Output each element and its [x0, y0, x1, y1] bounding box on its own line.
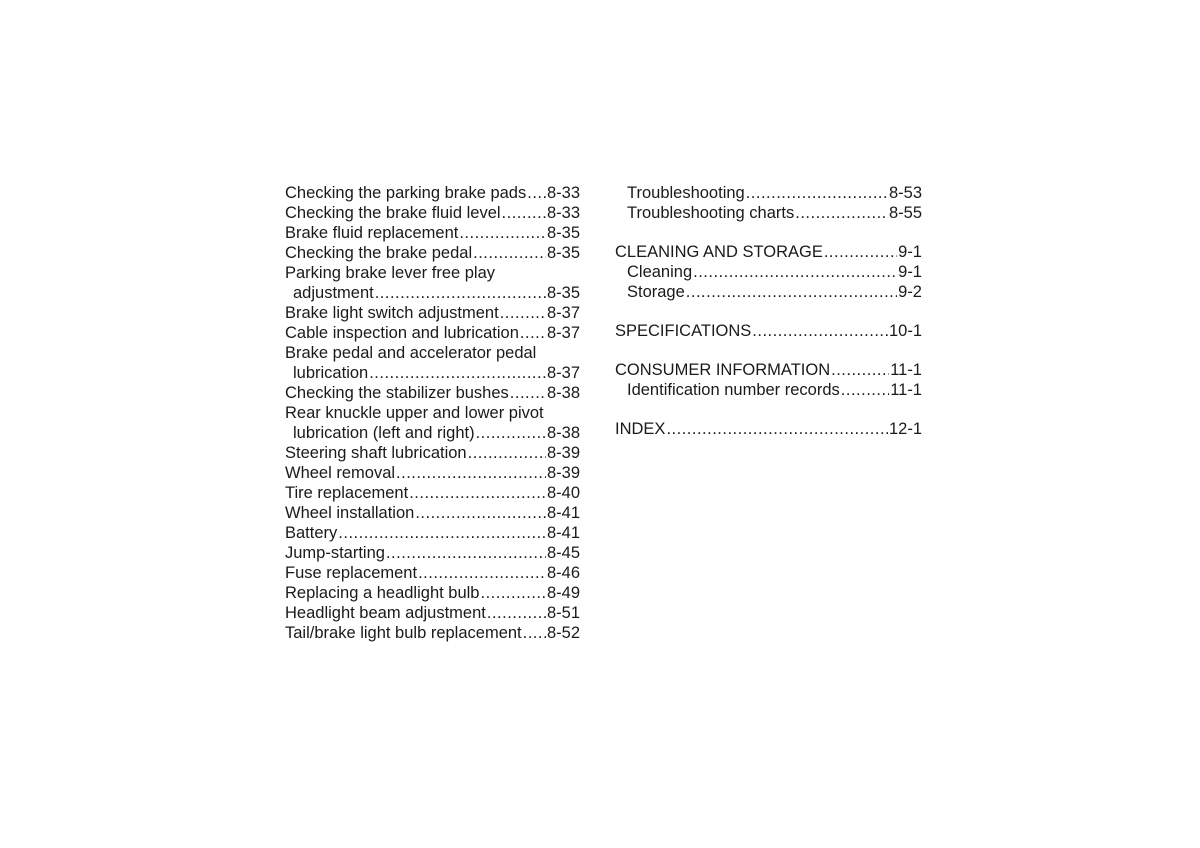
- toc-entry[interactable]: [285, 383, 580, 403]
- toc-entry-title: Brake light switch adjustment: [285, 304, 499, 322]
- toc-entry[interactable]: [285, 303, 580, 323]
- toc-entry-first-line[interactable]: [285, 403, 580, 423]
- dot-leader: [520, 323, 546, 343]
- dot-leader: [527, 183, 546, 203]
- toc-entry-page: 8-33: [546, 184, 580, 202]
- toc-entry-page: 8-51: [546, 604, 580, 622]
- toc-entry-first-line[interactable]: [285, 263, 580, 283]
- dot-leader: [746, 183, 888, 203]
- toc-entry-title: Storage: [627, 283, 685, 301]
- dot-leader: [500, 303, 546, 323]
- dot-leader: [468, 443, 546, 463]
- toc-entry[interactable]: [285, 183, 580, 203]
- toc-chapter-entry[interactable]: [615, 360, 922, 380]
- toc-entry-page: 8-45: [546, 544, 580, 562]
- toc-entry-page: 8-37: [546, 324, 580, 342]
- dot-leader: [480, 583, 545, 603]
- toc-entry-page: 11-1: [890, 381, 922, 399]
- toc-chapter-entry[interactable]: [615, 419, 922, 439]
- dot-leader: [369, 363, 546, 383]
- toc-entry-continuation[interactable]: [285, 283, 580, 303]
- toc-entry[interactable]: [285, 463, 580, 483]
- toc-chapter-entry[interactable]: [615, 321, 922, 341]
- dot-leader: [686, 282, 897, 302]
- toc-entry-page: 8-49: [546, 584, 580, 602]
- toc-entry-title: adjustment: [293, 284, 374, 302]
- toc-entry-title: Wheel removal: [285, 464, 396, 482]
- toc-entry-page: 8-33: [546, 204, 580, 222]
- dot-leader: [415, 503, 546, 523]
- toc-entry-page: 8-37: [546, 304, 580, 322]
- toc-entry-page: 10-1: [888, 322, 922, 340]
- toc-entry-title: Checking the brake fluid level: [285, 204, 501, 222]
- dot-leader: [476, 423, 546, 443]
- toc-entry-page: 8-46: [546, 564, 580, 582]
- toc-entry-title: Wheel installation: [285, 504, 415, 522]
- toc-entry[interactable]: [285, 443, 580, 463]
- toc-entry-page: 11-1: [890, 361, 922, 379]
- toc-entry-page: 8-53: [888, 184, 922, 202]
- toc-entry-title: Replacing a headlight bulb: [285, 584, 480, 602]
- toc-entry-title: Rear knuckle upper and lower pivot: [285, 404, 544, 422]
- toc-chapter-title: SPECIFICATIONS: [615, 322, 752, 340]
- toc-chapter-title: INDEX: [615, 420, 666, 438]
- toc-entry[interactable]: [285, 583, 580, 603]
- toc-entry-title: Steering shaft lubrication: [285, 444, 467, 462]
- toc-chapter-entry[interactable]: [615, 242, 922, 262]
- toc-entry[interactable]: [615, 282, 922, 302]
- toc-entry-page: 9-1: [898, 243, 922, 261]
- toc-entry-page: 9-1: [898, 263, 922, 281]
- toc-entry-page: 8-52: [546, 624, 580, 642]
- toc-left-column: [285, 183, 580, 643]
- toc-entry-page: 8-55: [888, 204, 922, 222]
- toc-entry-title: Parking brake lever free play: [285, 264, 496, 282]
- toc-entry-title: lubrication: [293, 364, 369, 382]
- toc-entry-title: Troubleshooting charts: [627, 204, 795, 222]
- toc-entry-page: 8-37: [546, 364, 580, 382]
- toc-entry-title: Checking the parking brake pads: [285, 184, 527, 202]
- dot-leader: [386, 543, 546, 563]
- toc-entry-page: 8-38: [546, 384, 580, 402]
- toc-entry-page: 8-40: [546, 484, 580, 502]
- toc-entry[interactable]: [285, 623, 580, 643]
- toc-entry[interactable]: [285, 323, 580, 343]
- toc-entry[interactable]: [615, 262, 922, 282]
- toc-chapter-title: CONSUMER INFORMATION: [615, 361, 831, 379]
- toc-entry[interactable]: [615, 203, 922, 223]
- dot-leader: [795, 203, 888, 223]
- dot-leader: [459, 223, 546, 243]
- toc-entry-title: Tail/brake light bulb replacement: [285, 624, 522, 642]
- toc-entry-title: Checking the stabilizer bushes: [285, 384, 509, 402]
- toc-entry-page: 8-39: [546, 444, 580, 462]
- toc-entry-page: 8-35: [546, 284, 580, 302]
- toc-entry-title: Battery: [285, 524, 338, 542]
- dot-leader: [824, 242, 897, 262]
- dot-leader: [666, 419, 888, 439]
- dot-leader: [473, 243, 546, 263]
- toc-entry[interactable]: [285, 603, 580, 623]
- toc-entry[interactable]: [285, 223, 580, 243]
- toc-entry-page: 9-2: [898, 283, 922, 301]
- toc-entry[interactable]: [285, 243, 580, 263]
- toc-entry[interactable]: [615, 183, 922, 203]
- dot-leader: [523, 623, 546, 643]
- toc-right-column: [615, 183, 922, 439]
- toc-entry-continuation[interactable]: [285, 363, 580, 383]
- toc-entry-title: Identification number records: [627, 381, 840, 399]
- toc-entry[interactable]: [285, 483, 580, 503]
- toc-entry[interactable]: [285, 503, 580, 523]
- toc-entry-page: 8-35: [546, 224, 580, 242]
- toc-entry-page: 8-35: [546, 244, 580, 262]
- dot-leader: [502, 203, 546, 223]
- dot-leader: [338, 523, 546, 543]
- toc-entry-title: Fuse replacement: [285, 564, 418, 582]
- dot-leader: [752, 321, 888, 341]
- toc-entry[interactable]: [285, 543, 580, 563]
- toc-entry-page: 8-38: [546, 424, 580, 442]
- toc-entry-title: Headlight beam adjustment: [285, 604, 486, 622]
- dot-leader: [831, 360, 889, 380]
- toc-entry[interactable]: [285, 523, 580, 543]
- dot-leader: [409, 483, 546, 503]
- toc-entry-title: Checking the brake pedal: [285, 244, 473, 262]
- dot-leader: [693, 262, 897, 282]
- toc-entry[interactable]: [615, 380, 922, 400]
- toc-entry-title: lubrication (left and right): [293, 424, 475, 442]
- dot-leader: [375, 283, 546, 303]
- toc-entry[interactable]: [285, 563, 580, 583]
- toc-entry-title: Brake fluid replacement: [285, 224, 459, 242]
- toc-entry-title: Brake pedal and accelerator pedal: [285, 344, 537, 362]
- toc-entry-page: 8-41: [546, 504, 580, 522]
- toc-entry-title: Cleaning: [627, 263, 693, 281]
- toc-chapter-title: CLEANING AND STORAGE: [615, 243, 823, 261]
- dot-leader: [487, 603, 546, 623]
- toc-entry-page: 8-41: [546, 524, 580, 542]
- toc-entry-title: Cable inspection and lubrication: [285, 324, 519, 342]
- toc-entry-title: Jump-starting: [285, 544, 385, 562]
- toc-entry[interactable]: [285, 203, 580, 223]
- dot-leader: [841, 380, 889, 400]
- toc-entry-first-line[interactable]: [285, 343, 580, 363]
- toc-entry-title: Troubleshooting: [627, 184, 745, 202]
- dot-leader: [510, 383, 546, 403]
- toc-entry-page: 8-39: [546, 464, 580, 482]
- toc-entry-page: 12-1: [888, 420, 922, 438]
- toc-entry-title: Tire replacement: [285, 484, 409, 502]
- toc-entry-continuation[interactable]: [285, 423, 580, 443]
- dot-leader: [396, 463, 546, 483]
- dot-leader: [418, 563, 546, 583]
